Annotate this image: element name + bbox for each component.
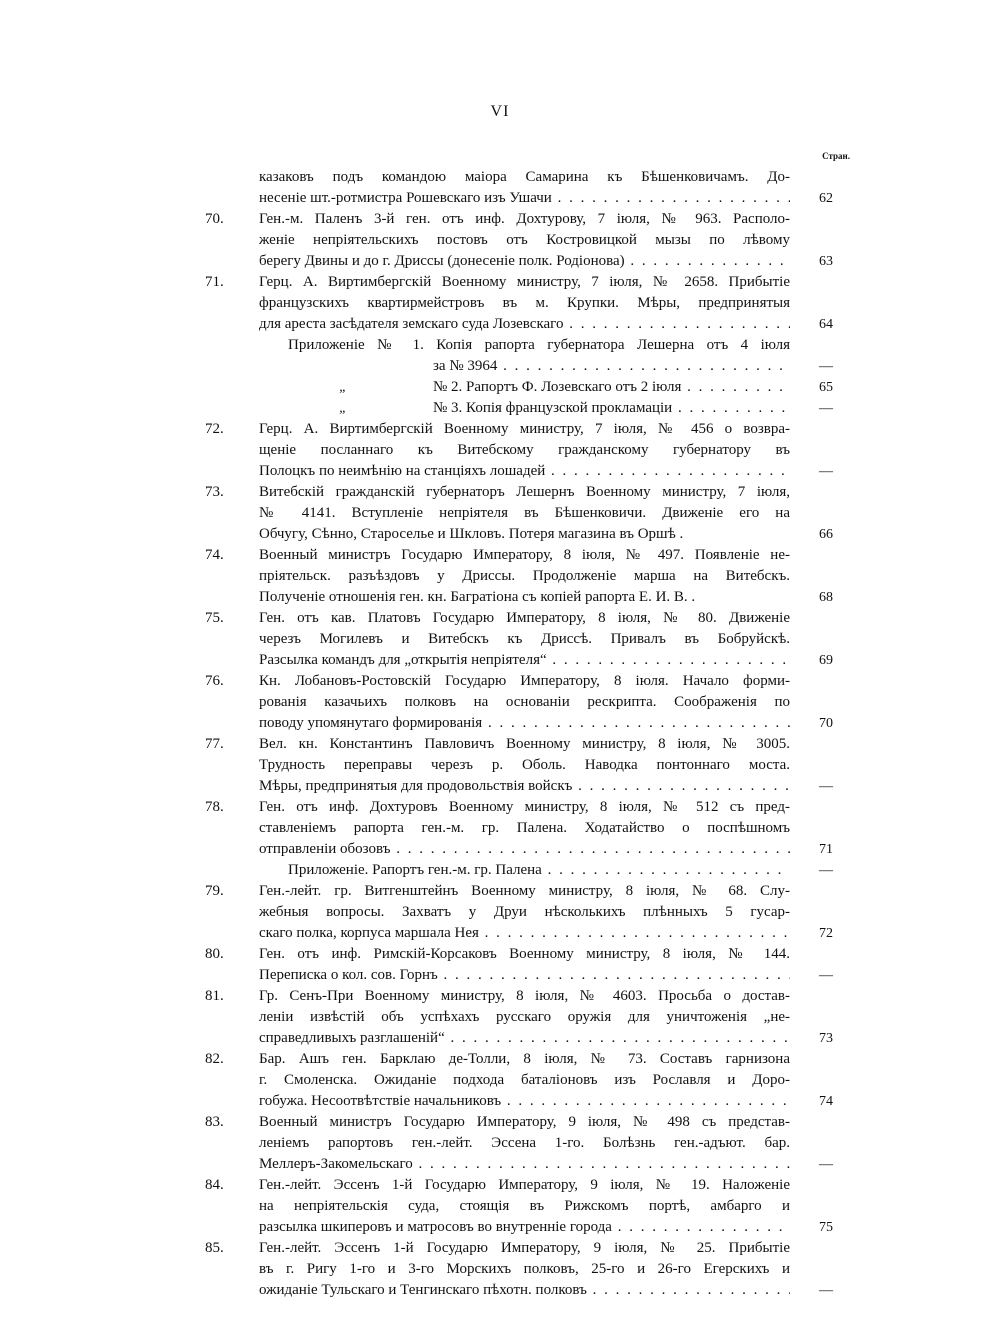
toc-line [0,923,1000,944]
toc-line [0,1196,1000,1217]
entry-number: 83. [205,1114,224,1130]
toc-line [0,1133,1000,1154]
page-reference: 74 [819,1094,833,1109]
page-reference: 63 [819,254,833,269]
page-reference: — [819,401,833,416]
toc-line [0,902,1000,923]
page-reference: — [819,968,833,983]
toc-line [0,524,1000,545]
page-reference: — [819,863,833,878]
page-number: VI [490,103,510,120]
entry-text: Ген.-м. Паленъ 3-й ген. отъ инф. Дохтурову, 7 іюля, № 963. Располо- [259,211,790,227]
entry-text: справедливыхъ разглашеній“ . . . [259,1028,790,1049]
entry-text: г. Смоленска. Ожиданіе подхода баталіоновъ изъ Рославля и Доро- [259,1072,790,1088]
entry-text: Ген. отъ инф. Римскій-Корсаковъ Военному министру, 8 іюля, № 144. [259,946,790,962]
toc-line [0,209,1000,230]
toc-line [0,755,1000,776]
entry-text: Ген. отъ инф. Дохтуровъ Военному министру, 8 іюля, № 512 съ пред- [259,799,790,815]
page-reference: — [819,464,833,479]
toc-line [0,293,1000,314]
entry-text: французскихъ квартирмейстровъ въ м. Крупки. Мѣры, предпринятыя [259,295,790,311]
toc-line [0,650,1000,671]
toc-line [0,608,1000,629]
toc-line [0,566,1000,587]
entry-text: Военный министръ Государю Императору, 9 іюля, № 498 съ представ- [259,1114,790,1130]
entry-text: берегу Двины и до г. Дриссы (донесеніе полк. Родіонова) . . . [259,251,790,272]
entry-text: Переписка о кол. сов. Горнъ . . . [259,965,790,986]
entry-text: ожиданіе Тульскаго и Тенгинскаго пѣхотн. полковъ . . . [259,1280,790,1301]
entry-text: поводу упомянутаго формированія . . . [259,713,790,734]
entry-number: 77. [205,736,224,752]
page-reference: — [819,1157,833,1172]
toc-line [0,440,1000,461]
page-reference: 73 [819,1031,833,1046]
toc-line [0,1154,1000,1175]
page-reference: — [819,779,833,794]
entry-text: Герц. А. Виртимбергскій Военному министру, 7 іюля, № 456 о возвра- [259,421,790,437]
entry-number: 71. [205,274,224,290]
toc-line [0,1007,1000,1028]
toc-line [0,419,1000,440]
page-reference: 75 [819,1220,833,1235]
entry-text: Вел. кн. Константинъ Павловичъ Военному министру, 8 іюля, № 3005. [259,736,790,752]
toc-line [0,1280,1000,1301]
entry-text: отправленіи обозовъ . . . [259,839,790,860]
page-reference: 69 [819,653,833,668]
toc-line [0,797,1000,818]
entry-text: Ген.-лейт. гр. Витгенштейнъ Военному министру, 8 іюля, № 68. Слу- [259,883,790,899]
table-of-contents [0,167,1000,1301]
page-reference: 64 [819,317,833,332]
entry-text: Витебскій гражданскій губернаторъ Лешернъ Военному министру, 7 іюля, [259,484,790,500]
toc-line [0,1028,1000,1049]
toc-line [0,188,1000,209]
entry-text: Приложеніе № 1. Копія рапорта губернатора Лешерна отъ 4 іюля [288,337,790,353]
entry-text: леніи извѣстій объ успѣхахъ русскаго оружія для уничтоженія „не- [259,1009,790,1025]
entry-text: несеніе шт.-ротмистра Рошевскаго изъ Ушачи . . . [259,188,790,209]
entry-text: на непріятельскія суда, стоящія въ Рижскомъ портѣ, амбарго и [259,1198,790,1214]
entry-text: жебныя вопросы. Захватъ у Друи нѣсколькихъ плѣнныхъ 5 гусар- [259,904,790,920]
toc-line [0,377,1000,398]
entry-number: 73. [205,484,224,500]
page-reference: 72 [819,926,833,941]
entry-number: 79. [205,883,224,899]
page-reference: 71 [819,842,833,857]
entry-text: Ген. отъ кав. Платовъ Государю Императору, 8 іюля, № 80. Движеніе [259,610,790,626]
toc-line [0,503,1000,524]
toc-line [0,482,1000,503]
toc-line [0,251,1000,272]
page-reference: 62 [819,191,833,206]
toc-line [0,881,1000,902]
page-reference: 70 [819,716,833,731]
entry-text: Ген.-лейт. Эссенъ 1-й Государю Императору, 9 іюля, № 19. Наложеніе [259,1177,790,1193]
toc-line [0,545,1000,566]
toc-line [0,776,1000,797]
entry-number: 72. [205,421,224,437]
page-reference: — [819,1283,833,1298]
entry-text: № 4141. Вступленіе непріятеля въ Бѣшенковичи. Движеніе его на [259,505,790,521]
toc-line [0,818,1000,839]
toc-line [0,713,1000,734]
toc-line [0,839,1000,860]
page-reference: 66 [819,527,833,542]
entry-text: Герц. А. Виртимбергскій Военному министру, 7 іюля, № 2658. Прибытіе [259,274,790,290]
entry-text: Трудность переправы черезъ р. Оболь. Наводка понтоннаго моста. [259,757,790,773]
toc-line [0,335,1000,356]
entry-text: ставленіемъ рапорта ген.-м. гр. Палена. Ходатайство о поспѣшномъ [259,820,790,836]
entry-number: 78. [205,799,224,815]
toc-line [0,860,1000,881]
entry-text: Военный министръ Государю Императору, 8 іюля, № 497. Появленіе не- [259,547,790,563]
toc-line [0,356,1000,377]
entry-text: казаковъ подъ командою маіора Самарина къ Бѣшенковичамъ. До- [259,169,790,185]
toc-line [0,1238,1000,1259]
entry-text: для ареста засѣдателя земскаго суда Лозевскаго . . . [259,314,790,335]
toc-line [0,671,1000,692]
entry-text: № 2. Рапортъ Ф. Лозевскаго отъ 2 іюля . . . [433,377,790,398]
entry-text: Кн. Лобановъ-Ростовскій Государю Императору, 8 іюля. Начало форми- [259,673,790,689]
toc-line [0,692,1000,713]
entry-text: леніемъ рапортовъ ген.-лейт. Эссена 1-го. Болѣзнь ген.-адъют. бар. [259,1135,790,1151]
entry-text: Мѣры, предпринятыя для продовольствія войскъ . . . [259,776,790,797]
toc-line [0,1259,1000,1280]
entry-text: гобужа. Несоотвѣтствіе начальниковъ . . . [259,1091,790,1112]
entry-number: 84. [205,1177,224,1193]
entry-number: 76. [205,673,224,689]
page-reference: — [819,359,833,374]
toc-line [0,230,1000,251]
entry-text: пріятельск. разъѣздовъ у Дриссы. Продолженіе марша на Витебскъ. [259,568,790,584]
toc-line [0,167,1000,188]
toc-line [0,734,1000,755]
entry-text: Полученіе отношенія ген. кн. Багратіона съ копіей рапорта Е. И. В. . [259,589,696,605]
toc-line [0,461,1000,482]
entry-number: 85. [205,1240,224,1256]
toc-line [0,1070,1000,1091]
entry-text: скаго полка, корпуса маршала Нея . . . [259,923,790,944]
toc-line [0,629,1000,650]
entry-text: Бар. Ашъ ген. Барклаю де-Толли, 8 іюля, № 73. Составъ гарнизона [259,1051,790,1067]
page-reference: 65 [819,380,833,395]
entry-text: женіе непріятельскихъ постовъ отъ Костровицкой мызы по лѣвому [259,232,790,248]
page-reference: 68 [819,590,833,605]
entry-text: разсылка шкиперовъ и матросовъ во внутренніе города . . . [259,1217,790,1238]
entry-text: черезъ Могилевъ и Витебскъ къ Дриссѣ. Привалъ въ Бобруйскѣ. [259,631,790,647]
toc-line [0,1091,1000,1112]
entry-number: 74. [205,547,224,563]
entry-text: Приложеніе. Рапортъ ген.-м. гр. Палена . . . [288,860,790,881]
entry-text: за № 3964 . . . [433,356,790,377]
entry-text: № 3. Копія французской прокламаціи . . . [433,398,790,419]
toc-line [0,1217,1000,1238]
entry-text: Гр. Сенъ-При Военному министру, 8 іюля, № 4603. Просьба о достав- [259,988,790,1004]
ditto-mark: „ [339,380,347,395]
entry-text: Полоцкъ по неимѣнію на станціяхъ лошадей . . . [259,461,790,482]
toc-line [0,1175,1000,1196]
toc-line [0,986,1000,1007]
toc-line [0,1049,1000,1070]
entry-text: Обчугу, Сѣнно, Староселье и Шкловъ. Потеря магазина въ Оршѣ . [259,526,684,542]
entry-text: щеніе посланнаго къ Витебскому гражданскому губернатору въ [259,442,790,458]
entry-number: 75. [205,610,224,626]
entry-text: въ г. Ригу 1-го и 3-го Морскихъ полковъ, 25-го и 26-го Егерскихъ и [259,1261,790,1277]
toc-line [0,965,1000,986]
entry-number: 80. [205,946,224,962]
entry-text: рованія казачьихъ полковъ на основаніи рескрипта. Соображенія по [259,694,790,710]
toc-line [0,944,1000,965]
toc-line [0,1112,1000,1133]
ditto-mark: „ [339,401,347,416]
entry-number: 82. [205,1051,224,1067]
toc-line [0,587,1000,608]
entry-number: 70. [205,211,224,227]
entry-number: 81. [205,988,224,1004]
toc-line [0,272,1000,293]
toc-line [0,398,1000,419]
entry-text: Разсылка командъ для „открытія непріятеля“ . . . [259,650,790,671]
page-column-header: Стран. [822,151,850,161]
entry-text: Меллеръ-Закомельскаго . . . [259,1154,790,1175]
toc-line [0,314,1000,335]
entry-text: Ген.-лейт. Эссенъ 1-й Государю Императору, 9 іюля, № 25. Прибытіе [259,1240,790,1256]
